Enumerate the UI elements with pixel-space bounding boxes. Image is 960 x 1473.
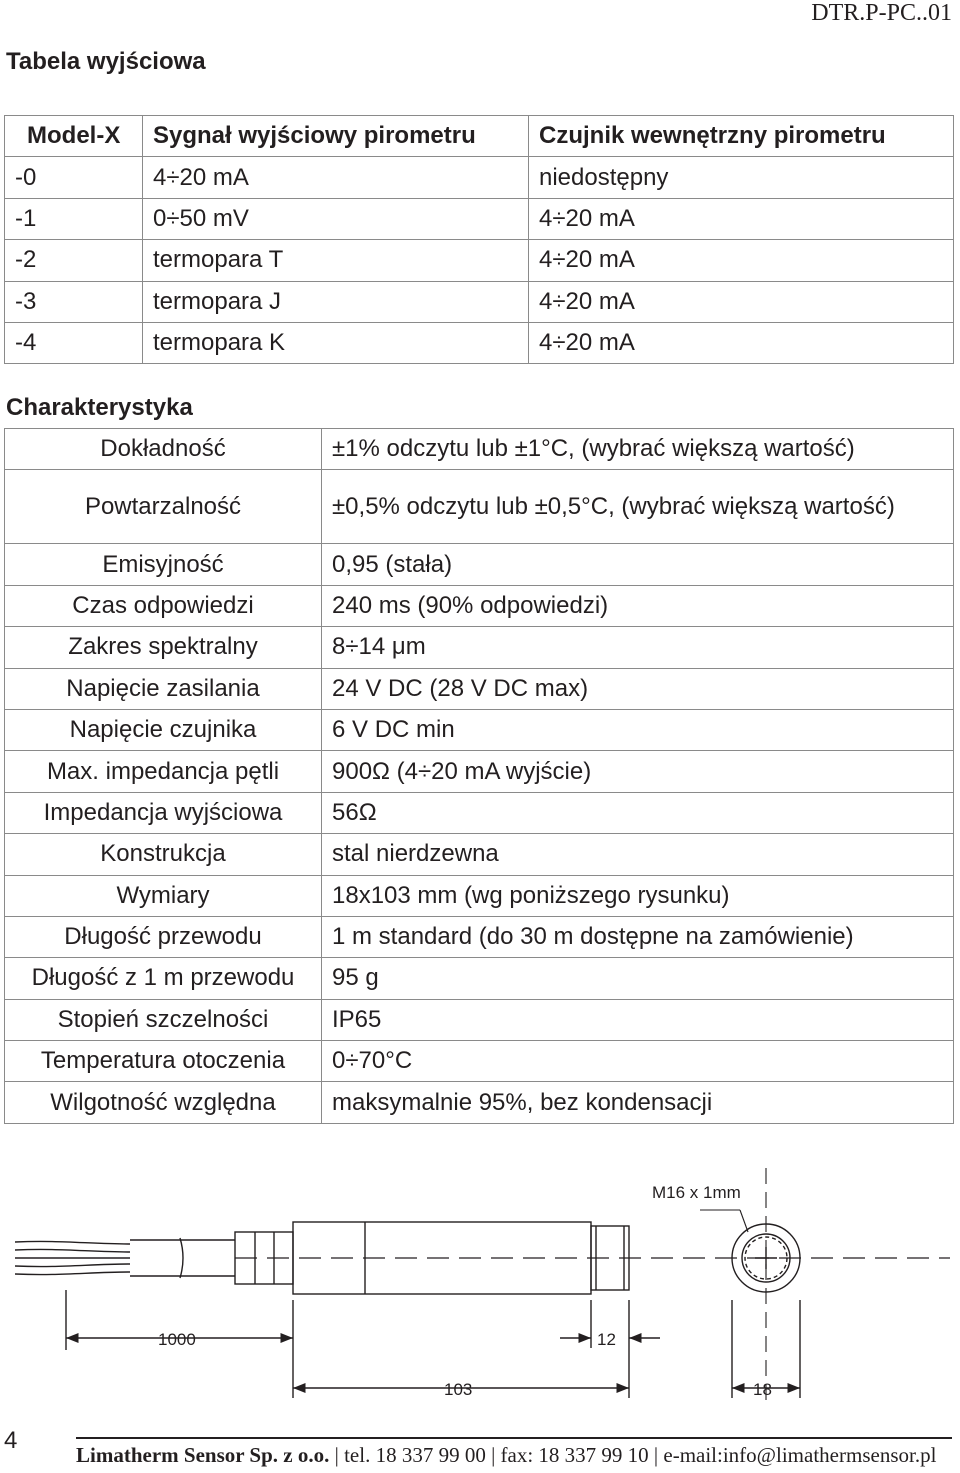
table-row bbox=[5, 544, 954, 585]
table-row bbox=[5, 792, 954, 833]
footer-company: Limatherm Sensor Sp. z o.o. bbox=[76, 1443, 330, 1467]
output-table-title: Tabela wyjściowa bbox=[6, 48, 206, 75]
thread-label: M16 x 1mm bbox=[652, 1183, 741, 1202]
spec-value: 1 m standard (do 30 m dostępne na zamówienie) bbox=[322, 916, 954, 957]
spec-value: 240 ms (90% odpowiedzi) bbox=[322, 585, 954, 626]
cell: -0 bbox=[5, 157, 143, 198]
spec-value: 18x103 mm (wg poniższego rysunku) bbox=[322, 875, 954, 916]
table-row bbox=[5, 470, 954, 544]
footer bbox=[76, 1443, 936, 1468]
spec-label: Napięcie zasilania bbox=[5, 668, 322, 709]
table-row bbox=[5, 958, 954, 999]
table-row bbox=[5, 751, 954, 792]
cell: niedostępny bbox=[529, 157, 954, 198]
end-view bbox=[700, 1168, 800, 1402]
table-row bbox=[5, 281, 954, 322]
footer-contact: | tel. 18 337 99 00 | fax: 18 337 99 10 | e-mail:info@limathermsensor.pl bbox=[334, 1443, 937, 1467]
cell: 4÷20 mA bbox=[143, 157, 529, 198]
spec-label: Konstrukcja bbox=[5, 834, 322, 875]
table-row bbox=[5, 875, 954, 916]
cell: 4÷20 mA bbox=[529, 322, 954, 363]
dim-diameter-label: 18 bbox=[753, 1380, 772, 1399]
spec-value: maksymalnie 95%, bez kondensacji bbox=[322, 1082, 954, 1123]
spec-label: Stopień szczelności bbox=[5, 999, 322, 1040]
spec-label: Wilgotność względna bbox=[5, 1082, 322, 1123]
cell: termopara T bbox=[143, 240, 529, 281]
header-output-signal: Sygnał wyjściowy pirometru bbox=[143, 116, 529, 157]
spec-label: Długość przewodu bbox=[5, 916, 322, 957]
document-code: DTR.P-PC..01 bbox=[811, 0, 952, 26]
spec-value: 0÷70°C bbox=[322, 1041, 954, 1082]
spec-value: IP65 bbox=[322, 999, 954, 1040]
cell: 4÷20 mA bbox=[529, 240, 954, 281]
characteristics-title: Charakterystyka bbox=[6, 394, 193, 421]
cell: -3 bbox=[5, 281, 143, 322]
table-row bbox=[5, 916, 954, 957]
spec-label: Zakres spektralny bbox=[5, 627, 322, 668]
spec-label: Długość z 1 m przewodu bbox=[5, 958, 322, 999]
spec-label: Powtarzalność bbox=[5, 470, 322, 544]
sensor-thread bbox=[591, 1226, 629, 1290]
dim-length-label: 103 bbox=[444, 1380, 473, 1399]
cell: -1 bbox=[5, 198, 143, 239]
table-row bbox=[5, 999, 954, 1040]
cell: -2 bbox=[5, 240, 143, 281]
spec-value: 56Ω bbox=[322, 792, 954, 833]
spec-value: 95 g bbox=[322, 958, 954, 999]
spec-value: ±1% odczytu lub ±1°C, (wybrać większą wartość) bbox=[322, 429, 954, 470]
output-table bbox=[4, 115, 954, 364]
table-row bbox=[5, 240, 954, 281]
page-number: 4 bbox=[4, 1427, 18, 1454]
header-internal-sensor: Czujnik wewnętrzny pirometru bbox=[529, 116, 954, 157]
table-row bbox=[5, 585, 954, 626]
header-model: Model-X bbox=[5, 116, 143, 157]
cell: termopara K bbox=[143, 322, 529, 363]
table-row bbox=[5, 157, 954, 198]
dim-cable-label: 1000 bbox=[158, 1330, 196, 1349]
spec-label: Impedancja wyjściowa bbox=[5, 792, 322, 833]
spec-label: Czas odpowiedzi bbox=[5, 585, 322, 626]
table-row bbox=[5, 668, 954, 709]
cell: 0÷50 mV bbox=[143, 198, 529, 239]
cell: 4÷20 mA bbox=[529, 281, 954, 322]
table-row bbox=[5, 1041, 954, 1082]
table-row bbox=[5, 627, 954, 668]
spec-label: Max. impedancja pętli bbox=[5, 751, 322, 792]
spec-value: 6 V DC min bbox=[322, 709, 954, 750]
cell: 4÷20 mA bbox=[529, 198, 954, 239]
spec-value: 0,95 (stała) bbox=[322, 544, 954, 585]
table-header-row bbox=[5, 116, 954, 157]
cell: -4 bbox=[5, 322, 143, 363]
spec-value: 24 V DC (28 V DC max) bbox=[322, 668, 954, 709]
spec-label: Napięcie czujnika bbox=[5, 709, 322, 750]
spec-label: Dokładność bbox=[5, 429, 322, 470]
characteristics-table bbox=[4, 428, 954, 1124]
table-row bbox=[5, 198, 954, 239]
table-row bbox=[5, 429, 954, 470]
spec-value: 8÷14 μm bbox=[322, 627, 954, 668]
table-row bbox=[5, 322, 954, 363]
cable-drawing bbox=[15, 1238, 235, 1278]
spec-label: Temperatura otoczenia bbox=[5, 1041, 322, 1082]
spec-value: stal nierdzewna bbox=[322, 834, 954, 875]
footer-divider bbox=[76, 1437, 952, 1439]
dim-thread-label: 12 bbox=[597, 1330, 616, 1349]
spec-label: Wymiary bbox=[5, 875, 322, 916]
spec-value: 900Ω (4÷20 mA wyjście) bbox=[322, 751, 954, 792]
spec-value: ±0,5% odczytu lub ±0,5°C, (wybrać większą wartość) bbox=[322, 470, 954, 544]
spec-label: Emisyjność bbox=[5, 544, 322, 585]
table-row bbox=[5, 834, 954, 875]
dimension-drawing bbox=[0, 1150, 960, 1430]
cell: termopara J bbox=[143, 281, 529, 322]
table-row bbox=[5, 1082, 954, 1123]
table-row bbox=[5, 709, 954, 750]
